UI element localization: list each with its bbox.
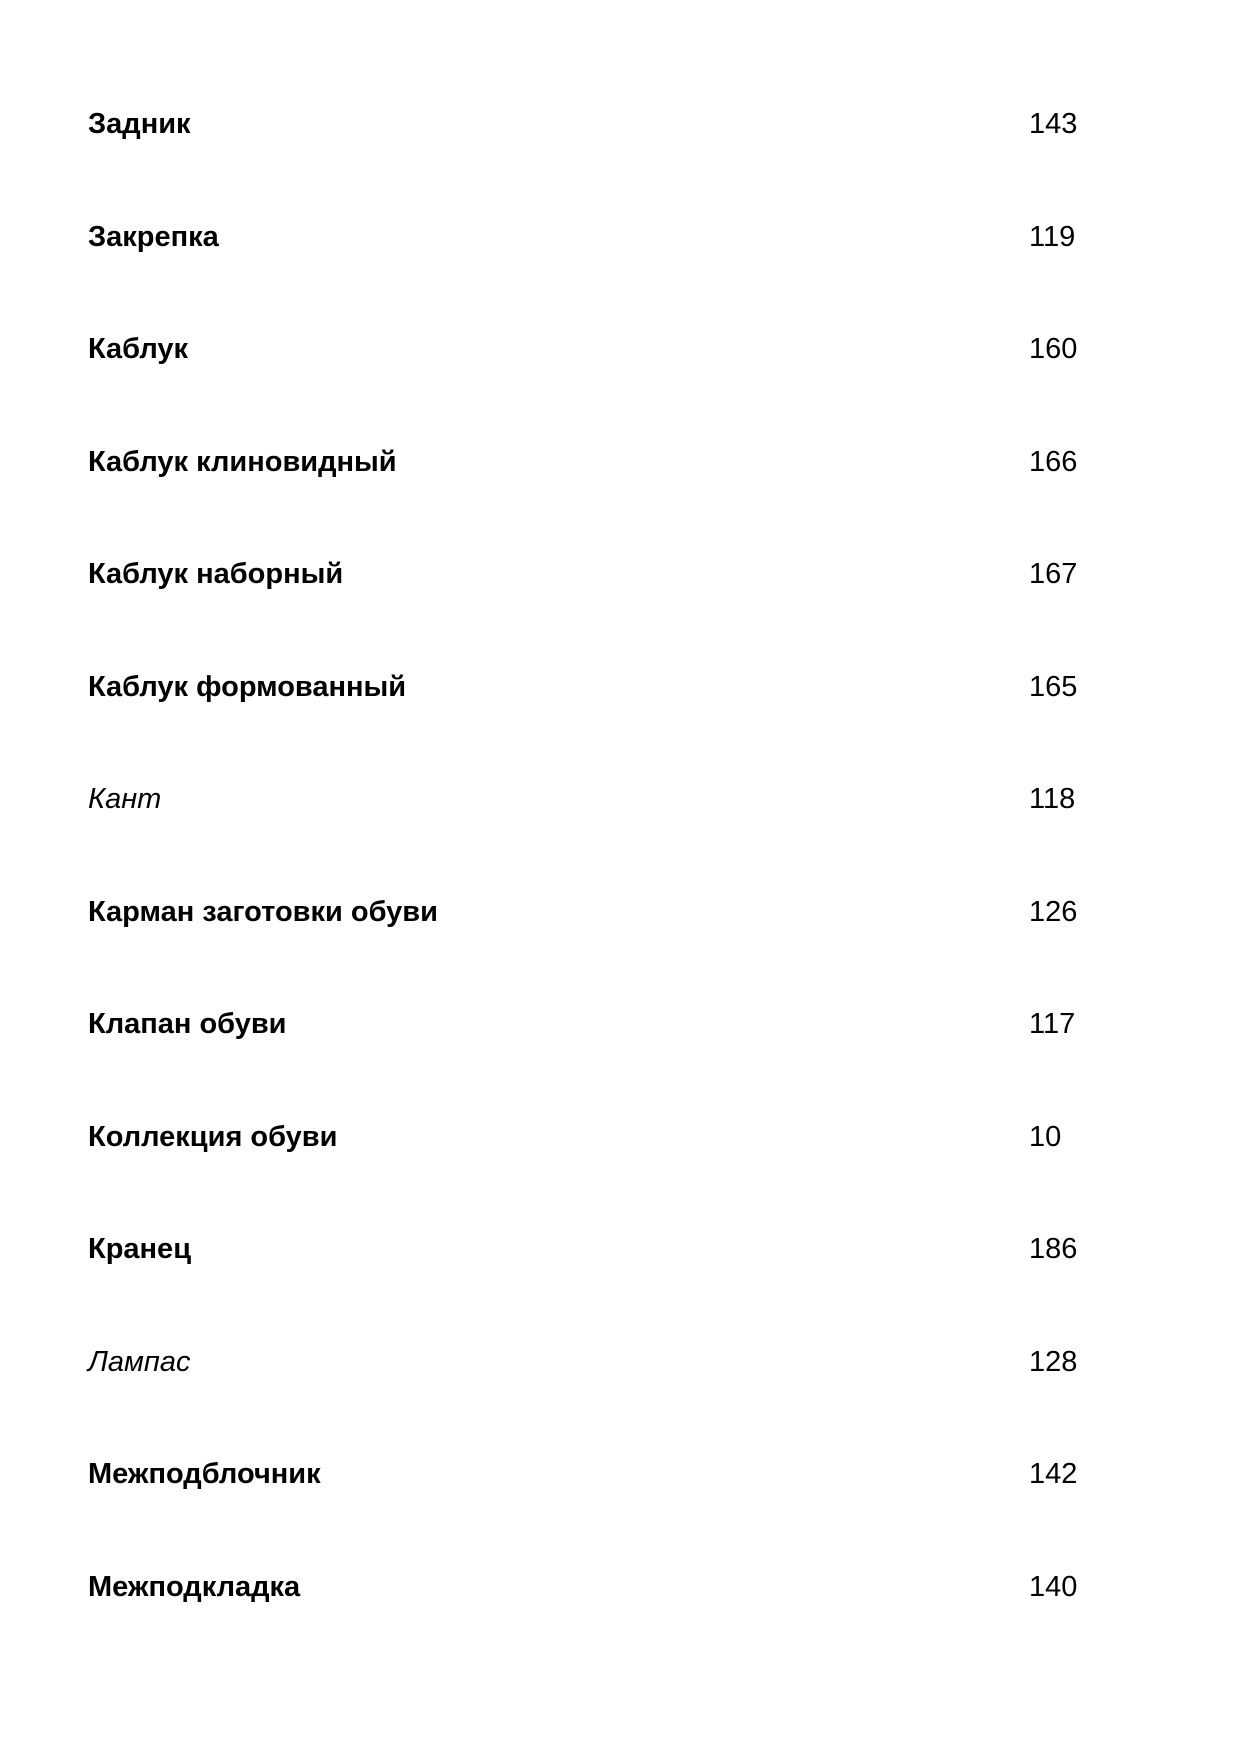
page-number: 166	[1029, 446, 1078, 478]
page-number: 126	[1029, 896, 1078, 928]
index-entry	[0, 442, 1240, 482]
page-number: 140	[1029, 1571, 1078, 1603]
index-term: Лампас	[88, 1346, 191, 1378]
page-number: 143	[1029, 108, 1078, 140]
index-entry	[0, 1229, 1240, 1269]
index-entry	[0, 892, 1240, 932]
index-entry	[0, 554, 1240, 594]
index-entry	[0, 779, 1240, 819]
index-entry	[0, 1454, 1240, 1494]
index-term: Кант	[88, 783, 162, 815]
page-number: 167	[1029, 558, 1078, 590]
index-term: Каблук клиновидный	[88, 446, 397, 478]
index-entry	[0, 1004, 1240, 1044]
index-term: Клапан обуви	[88, 1008, 287, 1040]
page-number: 165	[1029, 671, 1078, 703]
index-entry	[0, 217, 1240, 257]
index-entry	[0, 667, 1240, 707]
index-term: Межподблочник	[88, 1458, 321, 1490]
page-number: 160	[1029, 333, 1078, 365]
page-number: 142	[1029, 1458, 1078, 1490]
index-term: Каблук формованный	[88, 671, 407, 703]
index-term: Закрепка	[88, 221, 219, 253]
index-term: Кранец	[88, 1233, 192, 1265]
index-term: Межподкладка	[88, 1571, 301, 1603]
page-number: 118	[1029, 783, 1076, 815]
index-entry	[0, 329, 1240, 369]
page-number: 119	[1029, 221, 1076, 253]
index-entry	[0, 1342, 1240, 1382]
page-number: 10	[1029, 1121, 1062, 1153]
index-term: Задник	[88, 108, 191, 140]
index-term: Каблук наборный	[88, 558, 344, 590]
page-number: 117	[1029, 1008, 1076, 1040]
page-number: 128	[1029, 1346, 1078, 1378]
index-entry	[0, 1117, 1240, 1157]
index-entry	[0, 104, 1240, 144]
index-term: Карман заготовки обуви	[88, 896, 438, 928]
index-term: Коллекция обуви	[88, 1121, 338, 1153]
index-entry	[0, 1567, 1240, 1607]
index-term: Каблук	[88, 333, 189, 365]
page-number: 186	[1029, 1233, 1078, 1265]
